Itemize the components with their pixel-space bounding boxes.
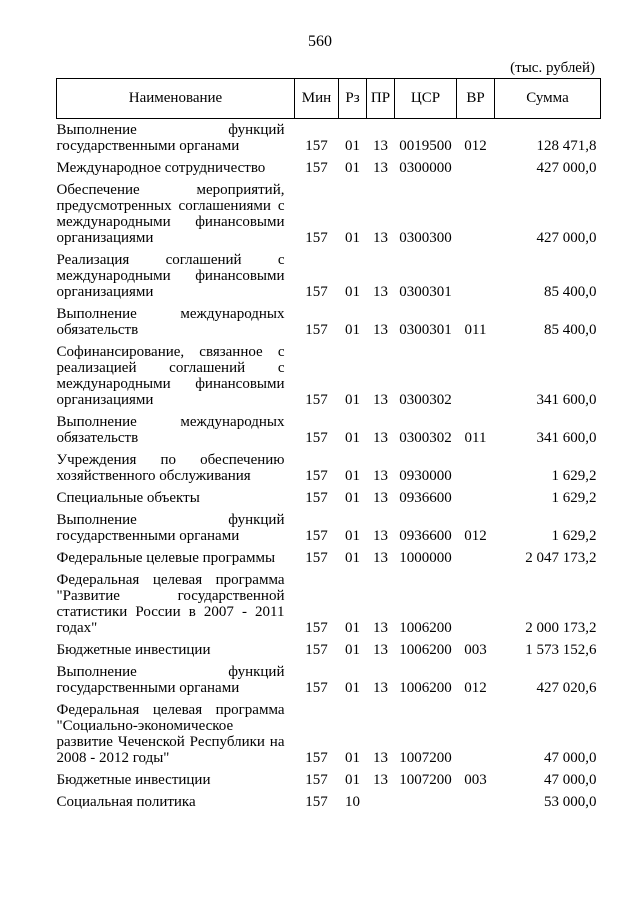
table-row [57, 249, 601, 303]
cell-pr: 13 [373, 620, 388, 636]
cell-min: 157 [305, 230, 328, 246]
cell-rz: 01 [345, 550, 360, 566]
cell-name: Выполнение международных обязательств [56, 306, 285, 338]
cell-name: Федеральная целевая программа "Развитие государственной статистики России в 2007 - 2011 годах" [56, 572, 285, 636]
cell-pr [367, 791, 395, 813]
cell-pr: 13 [373, 528, 388, 544]
cell-name: Бюджетные инвестиции [56, 772, 211, 788]
units-label: (тыс. рублей) [510, 60, 595, 76]
cell-name: Выполнение функций государственными органами [56, 664, 285, 696]
cell-pr: 13 [373, 468, 388, 484]
table-row [57, 449, 601, 487]
cell-sum: 2 000 173,2 [525, 620, 597, 636]
table-row [57, 487, 601, 509]
header-name: Наименование [57, 79, 295, 119]
cell-vr [457, 249, 495, 303]
cell-sum: 2 047 173,2 [525, 550, 597, 566]
cell-pr: 13 [373, 284, 388, 300]
cell-rz: 01 [345, 468, 360, 484]
cell-min: 157 [305, 772, 328, 788]
cell-name: Социальная политика [56, 794, 196, 810]
cell-min: 157 [305, 392, 328, 408]
cell-min: 157 [305, 750, 328, 766]
cell-csr: 0936600 [399, 528, 452, 544]
cell-vr [457, 179, 495, 249]
cell-rz: 01 [345, 392, 360, 408]
cell-csr [395, 791, 457, 813]
cell-sum: 1 629,2 [551, 490, 597, 506]
cell-sum: 1 629,2 [551, 468, 597, 484]
table-row [57, 769, 601, 791]
page-number: 560 [308, 33, 332, 50]
cell-pr: 13 [373, 642, 388, 658]
cell-min: 157 [305, 680, 328, 696]
cell-sum: 427 020,6 [536, 680, 597, 696]
cell-rz: 01 [345, 138, 360, 154]
cell-vr [457, 699, 495, 769]
table-row [57, 791, 601, 813]
cell-vr: 003 [464, 642, 487, 658]
cell-rz: 01 [345, 490, 360, 506]
cell-csr: 0300302 [399, 392, 452, 408]
table-row [57, 303, 601, 341]
cell-rz: 01 [345, 528, 360, 544]
table-row [57, 639, 601, 661]
header-rz: Рз [339, 79, 367, 119]
cell-pr: 13 [373, 772, 388, 788]
cell-pr: 13 [373, 138, 388, 154]
header-pr: ПР [367, 79, 395, 119]
cell-sum: 85 400,0 [544, 284, 597, 300]
cell-vr [457, 157, 495, 179]
cell-rz: 01 [345, 230, 360, 246]
table-row [57, 661, 601, 699]
cell-min: 157 [305, 284, 328, 300]
cell-vr [457, 487, 495, 509]
cell-pr: 13 [373, 550, 388, 566]
cell-min: 157 [305, 160, 328, 176]
cell-name: Выполнение международных обязательств [56, 414, 285, 446]
cell-sum: 47 000,0 [544, 750, 597, 766]
table-row [57, 547, 601, 569]
table-row [57, 699, 601, 769]
cell-csr: 0930000 [399, 468, 452, 484]
cell-min: 157 [305, 550, 328, 566]
table-row [57, 119, 601, 158]
cell-min: 157 [305, 620, 328, 636]
table-row [57, 411, 601, 449]
cell-rz: 01 [345, 430, 360, 446]
cell-csr: 0300301 [399, 322, 452, 338]
cell-vr [457, 791, 495, 813]
cell-pr: 13 [373, 392, 388, 408]
cell-pr: 13 [373, 230, 388, 246]
cell-vr [457, 341, 495, 411]
cell-sum: 341 600,0 [536, 392, 597, 408]
cell-vr [457, 547, 495, 569]
cell-name: Учреждения по обеспечению хозяйственного обслуживания [56, 452, 285, 484]
cell-vr: 012 [464, 528, 487, 544]
cell-rz: 01 [345, 322, 360, 338]
cell-name: Обеспечение мероприятий, предусмотренных соглашениями с международными финансовыми организациями [56, 182, 285, 246]
table-row [57, 157, 601, 179]
cell-csr: 0936600 [399, 490, 452, 506]
cell-csr: 0300302 [399, 430, 452, 446]
cell-csr: 1007200 [399, 750, 452, 766]
table-row [57, 341, 601, 411]
cell-name: Бюджетные инвестиции [56, 642, 211, 658]
cell-rz: 01 [345, 284, 360, 300]
cell-pr: 13 [373, 430, 388, 446]
cell-sum: 427 000,0 [536, 160, 597, 176]
cell-min: 157 [305, 794, 328, 810]
cell-rz: 01 [345, 620, 360, 636]
cell-min: 157 [305, 138, 328, 154]
cell-sum: 47 000,0 [544, 772, 597, 788]
cell-min: 157 [305, 468, 328, 484]
cell-csr: 1006200 [399, 680, 452, 696]
cell-csr: 0019500 [399, 138, 452, 154]
cell-min: 157 [305, 322, 328, 338]
cell-sum: 53 000,0 [544, 794, 597, 810]
header-csr: ЦСР [395, 79, 457, 119]
cell-csr: 1007200 [399, 772, 452, 788]
table-row [57, 509, 601, 547]
cell-csr: 1006200 [399, 642, 452, 658]
cell-name: Специальные объекты [56, 490, 200, 506]
cell-pr: 13 [373, 160, 388, 176]
cell-vr: 012 [464, 138, 487, 154]
cell-sum: 1 629,2 [551, 528, 597, 544]
cell-csr: 1006200 [399, 620, 452, 636]
cell-rz: 10 [345, 794, 360, 810]
cell-sum: 128 471,8 [536, 138, 597, 154]
cell-name: Выполнение функций государственными органами [56, 512, 285, 544]
cell-rz: 01 [345, 680, 360, 696]
cell-pr: 13 [373, 490, 388, 506]
cell-sum: 1 573 152,6 [525, 642, 597, 658]
cell-rz: 01 [345, 160, 360, 176]
cell-min: 157 [305, 642, 328, 658]
cell-min: 157 [305, 490, 328, 506]
cell-csr: 1000000 [399, 550, 452, 566]
cell-name: Выполнение функций государственными органами [56, 122, 285, 154]
table-row [57, 179, 601, 249]
cell-vr: 011 [464, 430, 487, 446]
cell-min: 157 [305, 528, 328, 544]
cell-rz: 01 [345, 642, 360, 658]
cell-csr: 0300301 [399, 284, 452, 300]
cell-vr [457, 449, 495, 487]
cell-sum: 85 400,0 [544, 322, 597, 338]
cell-name: Федеральные целевые программы [56, 550, 276, 566]
cell-vr: 012 [464, 680, 487, 696]
cell-name: Международное сотрудничество [56, 160, 266, 176]
cell-vr: 003 [464, 772, 487, 788]
cell-name: Реализация соглашений с международными финансовыми организациями [56, 252, 285, 300]
cell-csr: 0300000 [399, 160, 452, 176]
cell-name: Софинансирование, связанное с реализацией соглашений с международными финансовыми организациями [56, 344, 285, 408]
table-header-row [57, 79, 601, 119]
cell-vr: 011 [464, 322, 487, 338]
cell-pr: 13 [373, 750, 388, 766]
cell-sum: 427 000,0 [536, 230, 597, 246]
header-sum: Сумма [495, 79, 601, 119]
cell-rz: 01 [345, 750, 360, 766]
cell-sum: 341 600,0 [536, 430, 597, 446]
cell-pr: 13 [373, 322, 388, 338]
header-vr: ВР [457, 79, 495, 119]
cell-rz: 01 [345, 772, 360, 788]
cell-vr [457, 569, 495, 639]
cell-min: 157 [305, 430, 328, 446]
table-row [57, 569, 601, 639]
budget-table [56, 78, 601, 813]
cell-pr: 13 [373, 680, 388, 696]
cell-csr: 0300300 [399, 230, 452, 246]
cell-name: Федеральная целевая программа "Социально-экономическое развитие Чеченской Республики на 2008 - 2012 годы" [56, 702, 285, 766]
header-min: Мин [295, 79, 339, 119]
